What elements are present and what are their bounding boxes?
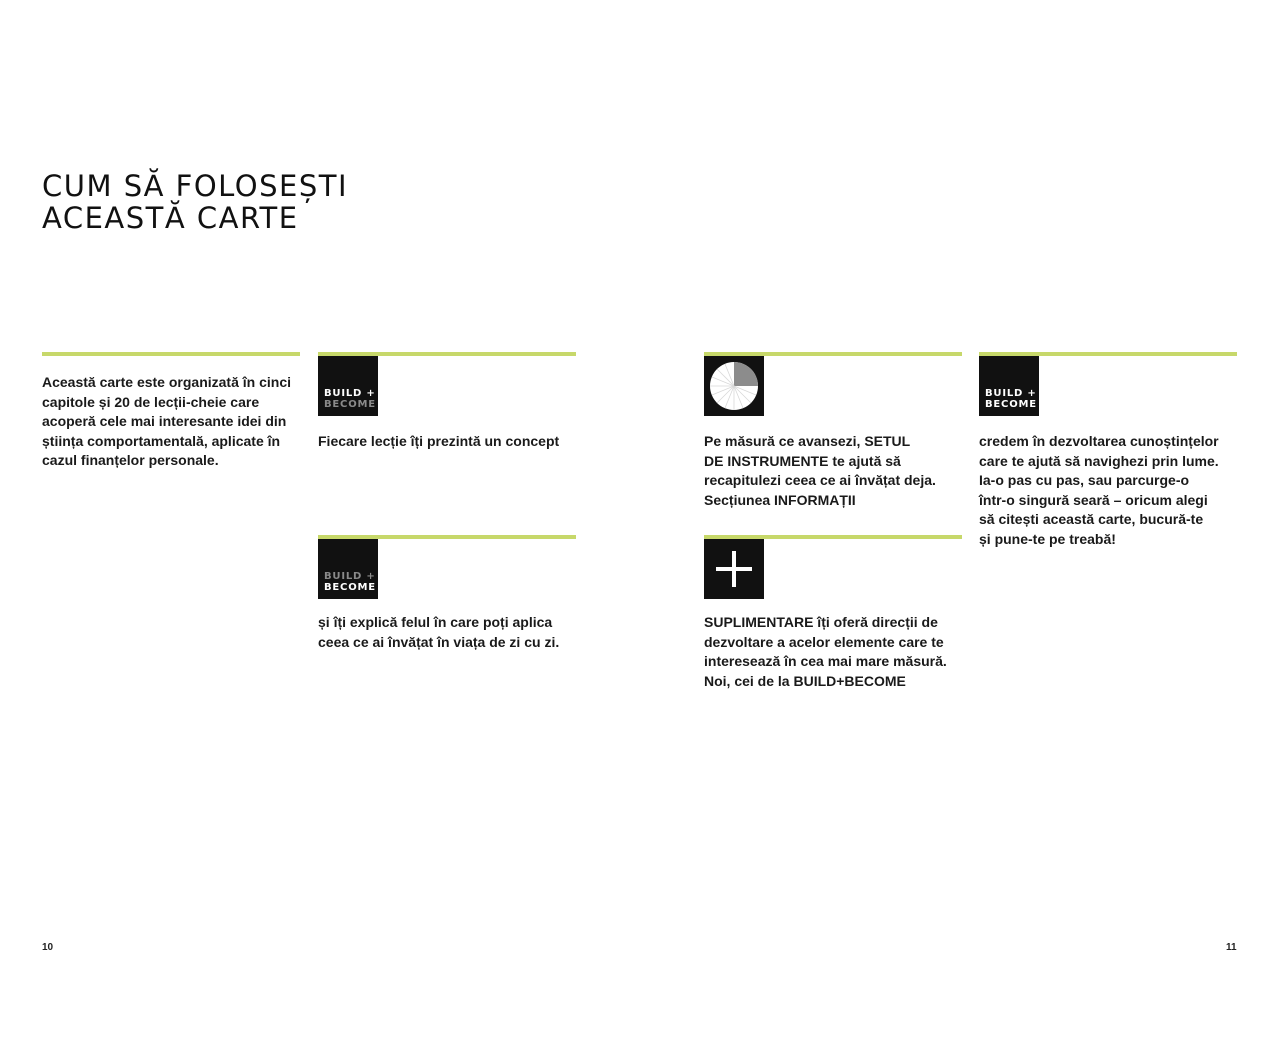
logo-text-become: BECOME bbox=[324, 582, 376, 593]
closing-paragraph bbox=[979, 432, 1241, 550]
logo-text-build: BUILD + bbox=[324, 388, 376, 399]
text-line: cazul finanțelor personale. bbox=[42, 452, 219, 469]
build-become-logo bbox=[318, 356, 378, 416]
text-line: DE INSTRUMENTE te ajută să bbox=[704, 452, 901, 469]
extra-paragraph bbox=[704, 613, 966, 691]
apply-paragraph bbox=[318, 613, 580, 652]
text-line: ceea ce ai învățat în viața de zi cu zi. bbox=[318, 633, 560, 650]
text-line: recapitulezi ceea ce ai învățat deja. bbox=[704, 472, 936, 489]
logo-text-become: BECOME bbox=[985, 399, 1037, 410]
text-line: Secțiunea INFORMAȚII bbox=[704, 491, 856, 508]
text-line: Noi, cei de la BUILD+BECOME bbox=[704, 672, 906, 689]
text-line: Fiecare lecție îți prezintă un concept bbox=[318, 433, 560, 449]
page-title-line-1: CUM SĂ FOLOSEȘTI bbox=[42, 169, 349, 203]
toolkit-paragraph bbox=[704, 432, 966, 510]
build-become-logo-inverted bbox=[318, 539, 378, 599]
logo-text-build: BUILD + bbox=[324, 571, 376, 582]
page-title-line-2: ACEASTĂ CARTE bbox=[42, 201, 299, 235]
text-line: care te ajută să navighezi prin lume. bbox=[979, 452, 1219, 469]
text-line: să citești această carte, bucură-te bbox=[979, 511, 1204, 528]
text-line: SUPLIMENTARE îți oferă direcții de bbox=[704, 614, 938, 630]
text-line: credem în dezvoltarea cunoștințelor bbox=[979, 433, 1219, 449]
text-line: și pune-te pe treabă! bbox=[979, 530, 1116, 547]
text-line: și îți explică felul în care poți aplica bbox=[318, 614, 553, 630]
page-number-left: 10 bbox=[42, 942, 54, 953]
text-line: capitole și 20 de lecții-cheie care bbox=[42, 393, 260, 410]
text-line: știința comportamentală, aplicate în bbox=[42, 432, 281, 449]
text-line: dezvoltare a acelor elemente care te bbox=[704, 633, 944, 650]
pie-chart-icon bbox=[704, 356, 764, 416]
accent-rule-col1 bbox=[42, 352, 300, 356]
text-line: acoperă cele mai interesante idei din bbox=[42, 413, 287, 430]
logo-text-become: BECOME bbox=[324, 399, 376, 410]
text-line: Această carte este organizată în cinci bbox=[42, 374, 291, 390]
concept-paragraph bbox=[318, 432, 580, 452]
build-become-logo-white bbox=[979, 356, 1039, 416]
text-line: Pe măsură ce avansezi, SETUL bbox=[704, 433, 911, 449]
page-title bbox=[42, 170, 348, 234]
text-line: interesează în cea mai mare măsură. bbox=[704, 653, 947, 670]
plus-icon bbox=[704, 539, 764, 599]
intro-paragraph bbox=[42, 373, 304, 471]
logo-text-build: BUILD + bbox=[985, 388, 1037, 399]
page-number-right: 11 bbox=[1226, 942, 1237, 953]
text-line: într-o singură seară – oricum alegi bbox=[979, 491, 1208, 508]
text-line: Ia-o pas cu pas, sau parcurge-o bbox=[979, 472, 1190, 489]
